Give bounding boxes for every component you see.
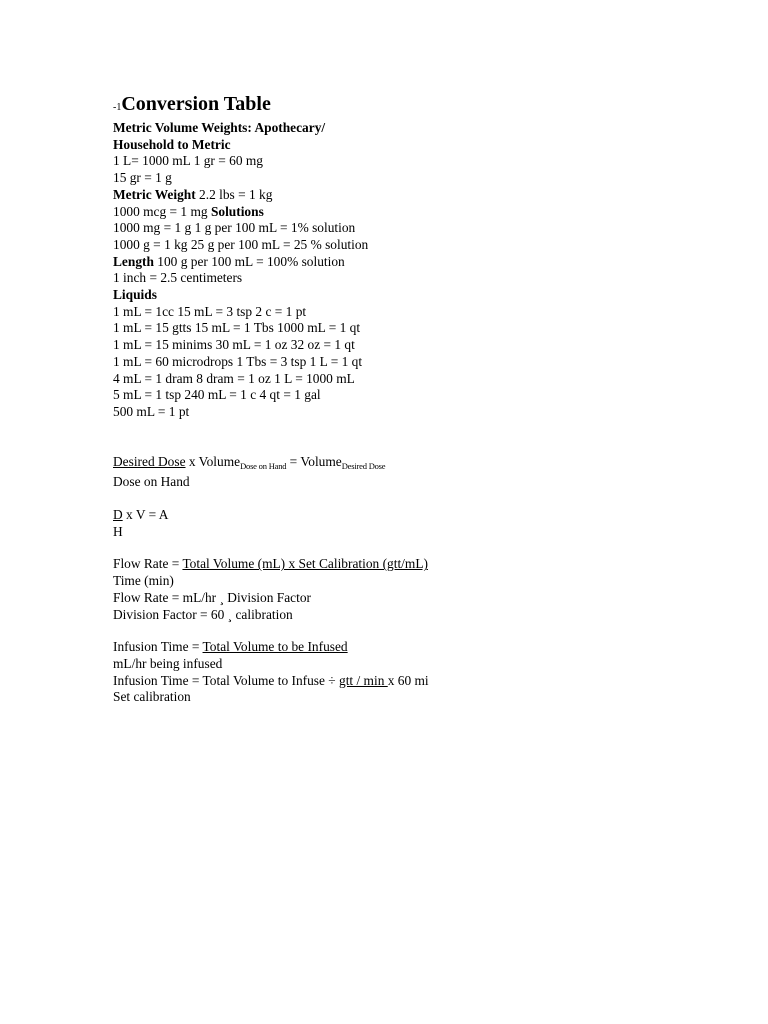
- dose-formula: [113, 454, 753, 475]
- flow-numerator: Total Volume (mL) x Set Calibration (gtt/mL): [182, 556, 428, 572]
- flow-denominator: Time (min): [113, 573, 174, 589]
- metric-weight-line: [113, 187, 753, 204]
- page-title: Conversion Table: [121, 93, 271, 115]
- set-calibration-line: Set calibration: [113, 689, 191, 705]
- heading-metric-volume: Metric Volume Weights: Apothecary/: [113, 120, 326, 135]
- spacer: [113, 540, 753, 556]
- dose-times: x Volume: [185, 453, 241, 469]
- dose-denominator: Dose on Hand: [113, 474, 190, 490]
- liquid-line: 1 mL = 60 microdrops 1 Tbs = 3 tsp 1 L = 1 qt: [113, 353, 363, 369]
- text-line: 1 L= 1000 mL 1 gr = 60 mg: [113, 153, 263, 169]
- spacer: [113, 623, 753, 639]
- length-label: Length: [113, 253, 154, 269]
- liquid-line: 1 mL = 15 minims 30 mL = 1 oz 32 oz = 1 qt: [113, 337, 355, 353]
- flow-rate-formula: [113, 556, 753, 573]
- dose-equals: = Volume: [286, 453, 342, 469]
- dvh-numerator: D: [113, 507, 123, 523]
- infusion-line3-prefix: Infusion Time = Total Volume to Infuse ÷: [113, 672, 339, 688]
- length-line: [113, 254, 753, 271]
- length-value: 100 g per 100 mL = 100% solution: [153, 253, 345, 269]
- spacer: [113, 421, 753, 454]
- metric-weight-label: Metric Weight: [113, 186, 196, 202]
- text-line: 1000 mg = 1 g 1 g per 100 mL = 1% solution: [113, 220, 356, 236]
- infusion-denominator: mL/hr being infused: [113, 655, 223, 671]
- title-row: [113, 92, 753, 120]
- infusion-numerator: Total Volume to be Infused: [202, 639, 348, 655]
- document-page: [113, 92, 753, 706]
- infusion-formula: [113, 639, 753, 656]
- dvh-rest: x V = A: [122, 507, 169, 523]
- dose-numerator: Desired Dose: [113, 453, 186, 469]
- infusion-line3-suffix: x 60 mi: [387, 672, 429, 688]
- dvh-formula: [113, 507, 753, 524]
- metric-weight-value: 2.2 lbs = 1 kg: [195, 186, 273, 202]
- title-prefix: -1: [113, 102, 122, 113]
- flow-division-line: Flow Rate = mL/hr ¸ Division Factor: [113, 589, 311, 605]
- liquid-line: 5 mL = 1 tsp 240 mL = 1 c 4 qt = 1 gal: [113, 387, 321, 403]
- liquid-line: 1 mL = 15 gtts 15 mL = 1 Tbs 1000 mL = 1 qt: [113, 320, 361, 336]
- infusion-prefix: Infusion Time =: [113, 639, 203, 655]
- liquid-line: 4 mL = 1 dram 8 dram = 1 oz 1 L = 1000 mL: [113, 370, 355, 386]
- spacer: [113, 491, 753, 507]
- text-line: 15 gr = 1 g: [113, 170, 172, 186]
- heading-household: Household to Metric: [113, 136, 231, 152]
- dose-subscript-desired: Desired Dose: [341, 460, 386, 471]
- infusion-time-line: [113, 673, 753, 690]
- dose-subscript-hand: Dose on Hand: [240, 460, 287, 471]
- dvh-denominator: H: [113, 523, 123, 539]
- liquid-line: 1 mL = 1cc 15 mL = 3 tsp 2 c = 1 pt: [113, 303, 307, 319]
- solutions-label: Solutions: [210, 203, 264, 219]
- inch-line: 1 inch = 2.5 centimeters: [113, 270, 243, 286]
- infusion-line3-underlined: gtt / min: [339, 672, 388, 688]
- text-line: 1000 g = 1 kg 25 g per 100 mL = 25 % solution: [113, 236, 369, 252]
- flow-prefix: Flow Rate =: [113, 556, 183, 572]
- division-factor-line: Division Factor = 60 ¸ calibration: [113, 606, 293, 622]
- liquid-line: 500 mL = 1 pt: [113, 403, 190, 419]
- mcg-text: 1000 mcg = 1 mg: [113, 203, 211, 219]
- mcg-solutions-line: [113, 204, 753, 221]
- liquids-heading: Liquids: [113, 287, 157, 303]
